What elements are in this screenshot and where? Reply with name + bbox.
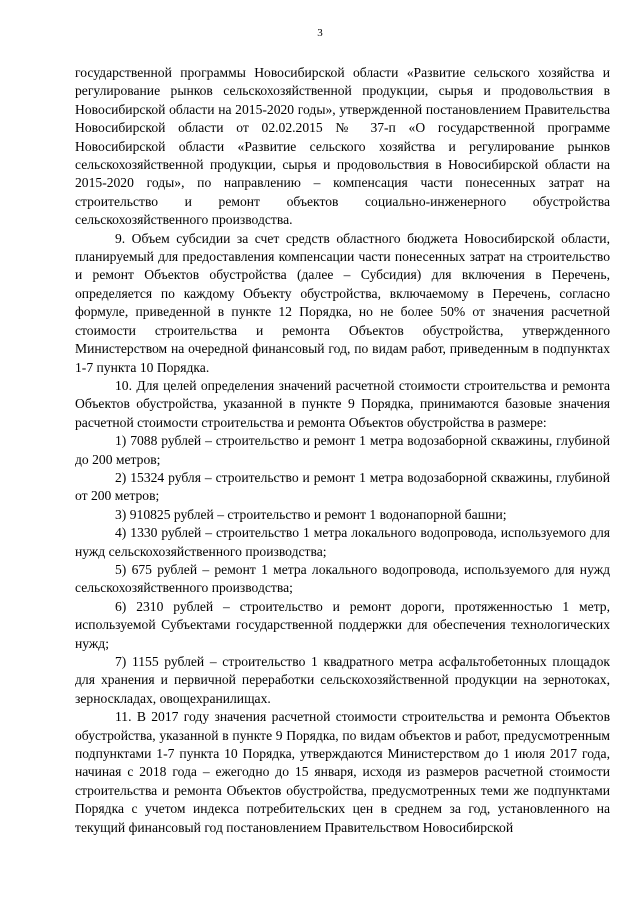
paragraph-item-11: 11. В 2017 году значения расчетной стоимости строительства и ремонта Объектов обустройства, указанной в пункте 9 Порядка, по видам объектов и работ, предусмотренным подпунктами 1-7 пункта 10 Порядка, утверждаются Министерством до 1 июля 2017 года, начиная с 2018 года – ежегодно до 15 января, исходя из размеров расчетной стоимости строительства и ремонта Объектов обустройства, предусмотренных теми же подпунктами Порядка с учетом индекса потребительских цен в среднем за год, установленного на текущий финансовый год постановлением Правительством Новосибирской [75,709,610,835]
subitem-5: 5) 675 рублей – ремонт 1 метра локального водопровода, используемого для нужд сельскохозяйственного производства; [75,561,610,596]
subitem-6: 6) 2310 рублей – строительство и ремонт дороги, протяженностью 1 метр, используемой Субъектами государственной поддержки для обеспечения технологических нужд; [75,598,610,651]
subitem-3: 3) 910825 рублей – строительство и ремонт 1 водонапорной башни; [115,506,507,522]
page-number: 3 [317,27,323,39]
subitem-4: 4) 1330 рублей – строительство 1 метра локального водопровода, используемого для нужд сельскохозяйственного производства; [75,525,610,559]
document-body [75,64,610,837]
paragraph-item-10: 10. Для целей определения значений расчетной стоимости строительства и ремонта Объектов обустройства, указанной в пункте 9 Порядка, принимаются базовые значения расчетной стоимости строительства и ремонта Объектов обустройства в размере: [75,377,610,430]
subitem-7: 7) 1155 рублей – строительство 1 квадратного метра асфальтобетонных площадок для хранения и первичной переработки сельскохозяйственной продукции на зернотоках, зерноскладах, овощехранилищах. [75,654,610,706]
subitem-1: 1) 7088 рублей – строительство и ремонт 1 метра водозаборной скважины, глубиной до 200 метров; [75,433,610,467]
paragraph-continuation: государственной программы Новосибирской области «Развитие сельского хозяйства и регулирование рынков сельскохозяйственной продукции, сырья и продовольствия в Новосибирской области на 2015-2020 годы», утвержденной постановлением Правительства Новосибирской области от 02.02.2015 № 37-п «О государственной программе Новосибирской области «Развитие сельского хозяйства и регулирование рынков сельскохозяйственной продукции, сырья и продовольствия в Новосибирской области на 2015-2020 годы», по направлению – компенсация части понесенных затрат на строительство и ремонт объектов социально-инженерного обустройства сельскохозяйственного производства. [75,65,610,228]
paragraph-item-9: 9. Объем субсидии за счет средств областного бюджета Новосибирской области, планируемый для предоставления компенсации части понесенных затрат на строительство и ремонт Объектов обустройства (далее – Субсидия) для включения в Перечень, определяется по каждому Объекту обустройства, включаемому в Перечень, согласно формуле, приведенной в пункте 12 Порядка, но не более 50% от значения расчетной стоимости строительства и ремонта Объектов обустройства, утвержденного Министерством на очередной финансовый год, по видам работ, приведенным в подпунктах 1-7 пункта 10 Порядка. [75,230,610,375]
subitem-2: 2) 15324 рубля – строительство и ремонт 1 метра водозаборной скважины, глубиной от 200 метров; [75,469,610,504]
